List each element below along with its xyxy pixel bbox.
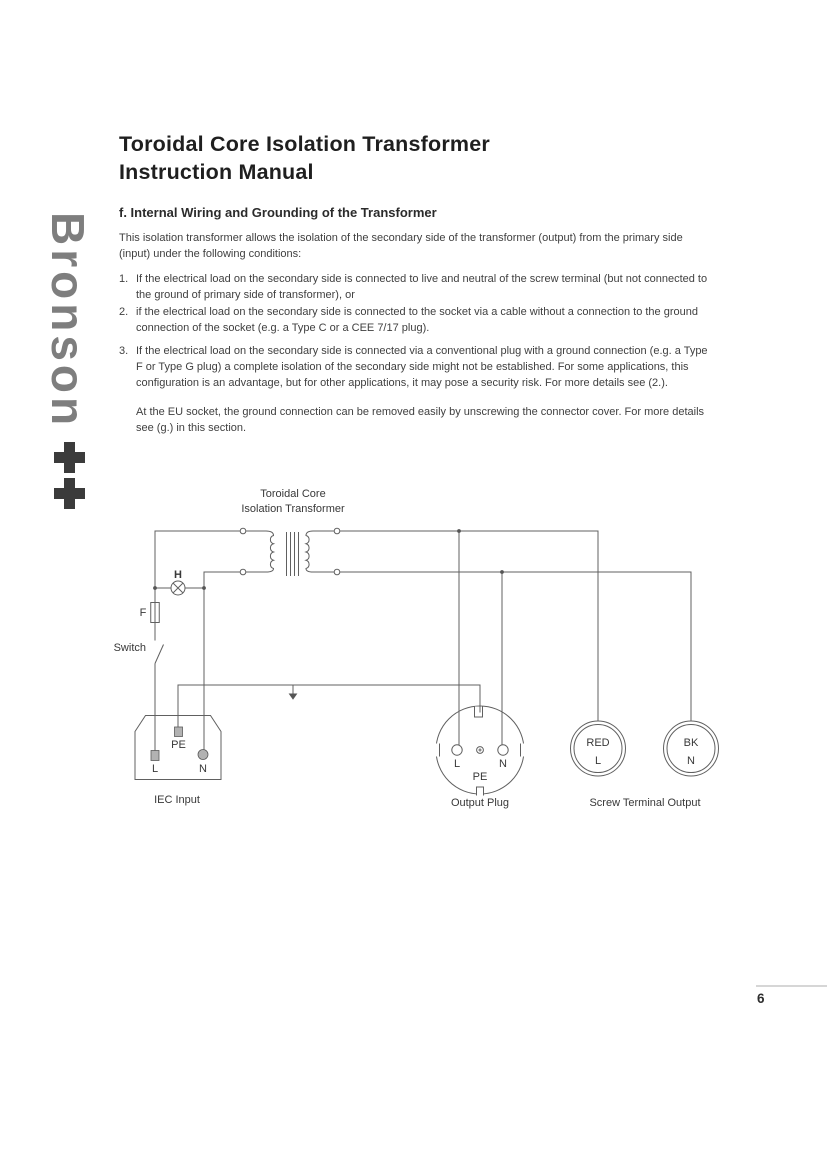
junction-dot [202,586,206,590]
transformer-label-line2: Isolation Transformer [241,503,345,515]
junction-dot [457,529,461,533]
section-heading: f. Internal Wiring and Grounding of the Transformer [119,205,437,220]
transformer-core [287,532,299,576]
wire-pe [178,685,480,729]
note-paragraph: At the EU socket, the ground connection can be removed easily by unscrewing the connector cover. For more details see (g.) in this section. [136,406,705,434]
plug-hole-n [498,745,508,755]
iec-pe-label: PE [171,739,186,751]
terminal-bk-label: BK [683,737,699,749]
terminal-red-l-label: L [594,755,602,767]
terminal-red-label: RED [586,737,610,749]
ground-arrow-icon [289,694,298,700]
plug-n-label: N [499,758,507,770]
page-title-line2: Instruction Manual [119,159,314,184]
page-title-line1: Toroidal Core Isolation Transformer [119,132,490,156]
plug-right-clip [521,744,528,757]
switch-label: Switch [113,642,146,654]
plug-bottom-notch [477,787,484,796]
terminal-bk-n-label: N [687,755,695,767]
switch-blade [155,645,164,664]
iec-pin-l [151,751,159,761]
brand-logo-text: Bronson [42,212,94,430]
list-item-number: 3. [119,345,129,357]
junction-dot [153,586,157,590]
terminal-circle [240,528,246,534]
plug-pe-label: PE [472,771,488,783]
fuse-label: F [139,607,147,619]
plug-caption: Output Plug [450,797,510,809]
plug-left-clip [433,744,440,757]
transformer-label-line1: Toroidal Core [260,488,326,500]
list-item-text: If the electrical load on the secondary side is connected to live and neutral of the screw terminal (but not connected to the ground of primary side of transformer), or [136,273,708,301]
junction-dot [500,570,504,574]
iec-caption: IEC Input [154,794,200,806]
page-number: 6 [757,991,765,1006]
plug-l-label: L [453,758,461,770]
lamp-label: H [174,569,182,581]
list-item-number: 1. [119,273,129,285]
terminal-circle [240,569,246,575]
list-item-text: if the electrical load on the secondary side is connected to the socket via a cable without a connection to the ground connection of the socket (e.g. a Type C or a CEE 7/17 plug). [136,306,698,334]
terminal-circle [334,528,340,534]
screw-terminal-caption: Screw Terminal Output [589,797,701,809]
iec-n-label: N [199,763,207,775]
footer-rule [756,985,827,987]
wire-secondary-circuit [306,531,691,721]
iec-l-label: L [151,763,159,775]
intro-paragraph: This isolation transformer allows the isolation of the secondary side of the transformer (output) from the primary side (input) under the following conditions: [119,232,683,260]
iec-pin-n [198,750,208,760]
terminal-circle [334,569,340,575]
plug-top-notch [475,707,483,718]
plug-hole-l [452,745,462,755]
list-item-number: 2. [119,306,129,318]
list-item-text: If the electrical load on the secondary side is connected via a conventional plug with a ground connection (e.g. a Type F or Type G plug) a complete isolation of the secondary side might not be established. For some applications, this configuration is an advantage, but for other applications, it may pose a security risk. For more details see (2.). [136,345,708,389]
iec-pin-pe [175,727,183,737]
